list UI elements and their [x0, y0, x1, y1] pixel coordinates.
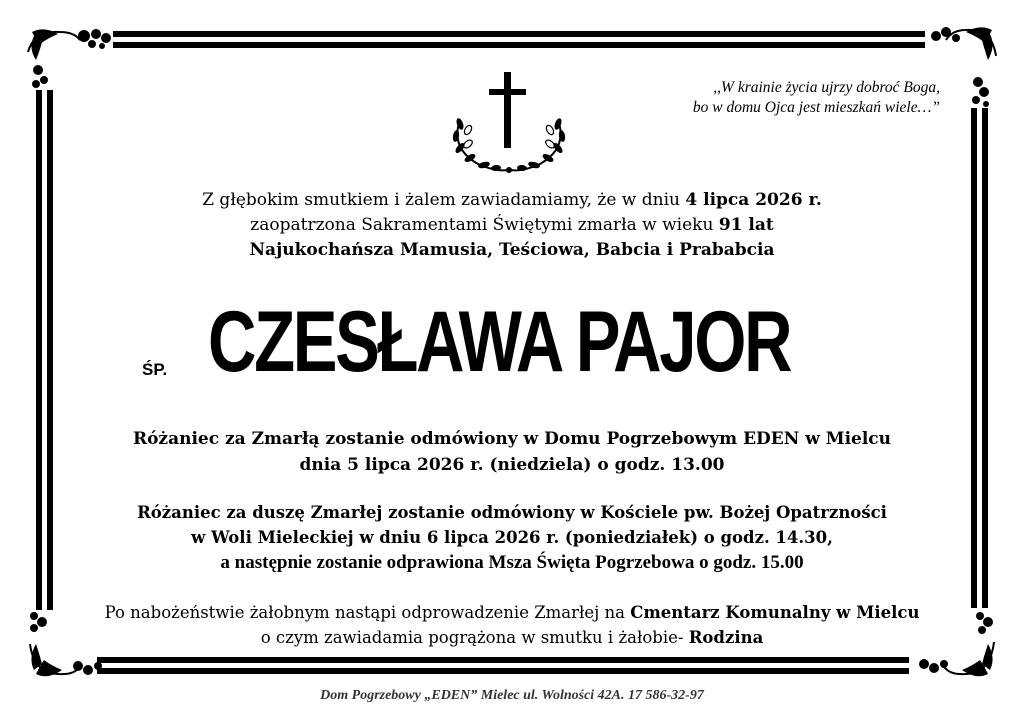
rosary1-line-2: dnia 5 lipca 2026 r. (niedziela) o godz. 13.00: [299, 455, 725, 475]
rosary2-line-2: w Woli Mieleckiej w dniu 6 lipca 2026 r. (poniedziałek) o godz. 14.30,: [191, 528, 833, 547]
family-signature: Rodzina: [688, 628, 764, 647]
bible-quote: [560, 78, 940, 118]
right-rail-inner: [982, 108, 988, 608]
closing-text-part: o czym zawiadamia pogrążona w smutku i żałobie-: [260, 628, 689, 647]
age: 91 lat: [718, 215, 774, 235]
cemetery-name: Cmentarz Komunalny w Mielcu: [630, 603, 920, 622]
laurel-wreath-icon: [448, 104, 570, 176]
family-roles: Najukochańsza Mamusia, Teściowa, Babcia i Prababcia: [249, 240, 775, 260]
funeral-home-footer: Dom Pogrzebowy „EDEN” Mielec ul. Wolności 42A. 17 586-32-97: [320, 688, 704, 703]
corner-ornament-icon: [24, 22, 116, 94]
announcement-intro: [60, 188, 964, 263]
rosary-funeral-home: [60, 426, 964, 478]
closing-text: [60, 600, 964, 650]
quote-line-1: ,,W krainie życia ujrzy dobroć Boga,: [713, 79, 940, 96]
intro-text: zaopatrzona Sakramentami Świętymi zmarła w wieku: [250, 215, 719, 235]
intro-line-2: [60, 213, 964, 238]
closing-line-2: [60, 625, 964, 650]
closing-text-part: Po nabożeństwie żałobnym nastąpi odprowadzenie Zmarłej na: [104, 603, 631, 622]
rosary2-line-3: a następnie zostanie odprawiona Msza Święta Pogrzebowa o godz. 15.00: [220, 552, 804, 573]
rosary2-line-1: Różaniec za duszę Zmarłej zostanie odmówiony w Kościele pw. Bożej Opatrzności: [137, 503, 887, 522]
left-rail-inner: [47, 90, 53, 610]
death-date: 4 lipca 2026 r.: [685, 190, 822, 210]
bottom-rail-inner: [97, 668, 909, 674]
left-rail-outer: [36, 90, 42, 610]
top-rail-inner: [113, 42, 925, 48]
intro-line-1: [60, 188, 964, 213]
deceased-name-block: [60, 296, 964, 396]
rosary-church: [60, 500, 964, 575]
right-rail-outer: [971, 108, 977, 608]
closing-line-1: [60, 600, 964, 625]
name-prefix: ŚP.: [142, 360, 168, 379]
rosary1-line-1: Różaniec za Zmarłą zostanie odmówiony w Domu Pogrzebowym EDEN w Mielcu: [132, 429, 892, 449]
intro-line-3: [60, 238, 964, 263]
deceased-name: CZESŁAWA PAJOR: [208, 294, 791, 390]
bottom-rail-outer: [97, 657, 909, 663]
intro-text: Z głębokim smutkiem i żalem zawiadamiamy, że w dniu: [202, 190, 686, 210]
quote-line-2: bo w domu Ojca jest mieszkań wiele…”: [692, 99, 940, 116]
top-rail-outer: [113, 31, 925, 37]
